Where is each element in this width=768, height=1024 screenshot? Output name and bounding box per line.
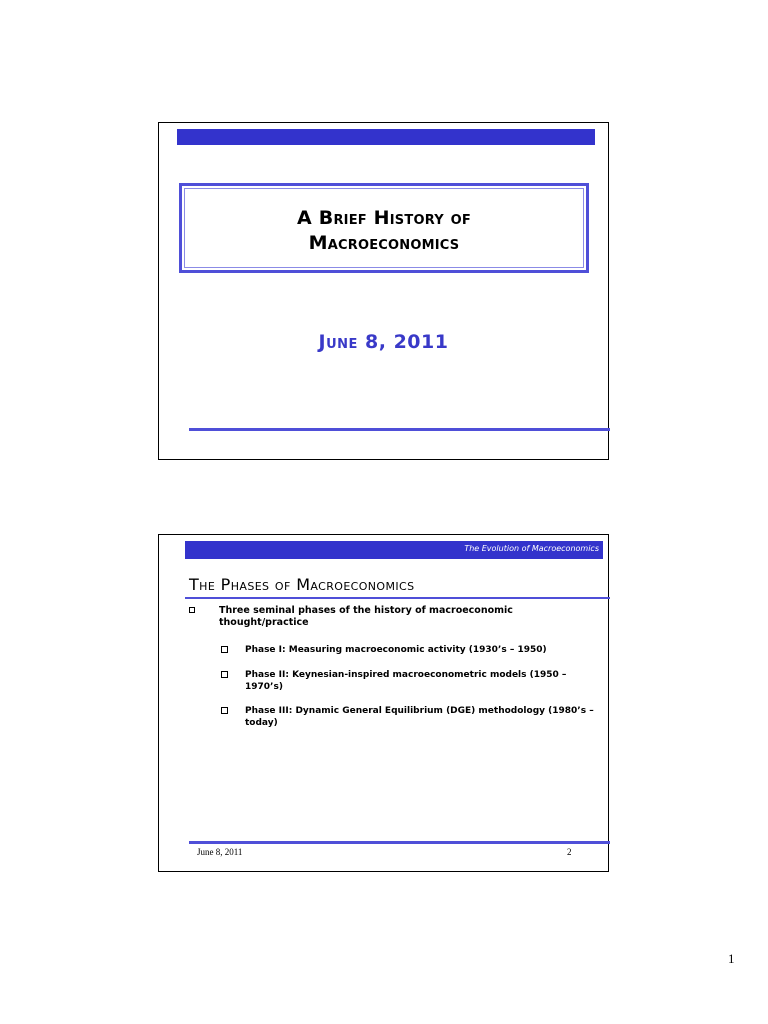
slide-divider bbox=[189, 428, 610, 431]
slide-1 bbox=[158, 122, 609, 460]
slide-date: June 8, 2011 bbox=[318, 331, 449, 353]
square-bullet-icon bbox=[221, 671, 228, 678]
title-line-1: A Brief History of bbox=[297, 207, 471, 229]
sub-bullet-text: Phase I: Measuring macroeconomic activity (1930’s – 1950) bbox=[245, 645, 547, 655]
sub-bullet-text: Phase III: Dynamic General Equilibrium (DGE) methodology (1980’s – today) bbox=[245, 706, 594, 728]
square-bullet-icon bbox=[221, 707, 228, 714]
page-number: 1 bbox=[728, 951, 735, 966]
header-text: The Evolution of Macroeconomics bbox=[464, 544, 599, 553]
footer-slide-number: 2 bbox=[567, 847, 572, 857]
footer-divider bbox=[189, 841, 610, 844]
slide-title: The Phases of Macroeconomics bbox=[189, 575, 415, 594]
square-bullet-icon bbox=[221, 646, 228, 653]
slide-header-bar bbox=[177, 129, 595, 145]
slide-2 bbox=[158, 534, 609, 872]
title-underline bbox=[185, 597, 610, 599]
sub-bullet-text: Phase II: Keynesian-inspired macroeconometric models (1950 – 1970’s) bbox=[245, 670, 567, 692]
square-bullet-icon bbox=[189, 607, 195, 613]
slide-header-bar bbox=[185, 541, 603, 559]
slide-title bbox=[182, 206, 586, 256]
footer-date: June 8, 2011 bbox=[197, 847, 243, 857]
title-line-2: Macroeconomics bbox=[308, 232, 460, 254]
title-box bbox=[179, 183, 589, 273]
bullet-text: Three seminal phases of the history of macroeconomic thought/practice bbox=[219, 605, 513, 628]
